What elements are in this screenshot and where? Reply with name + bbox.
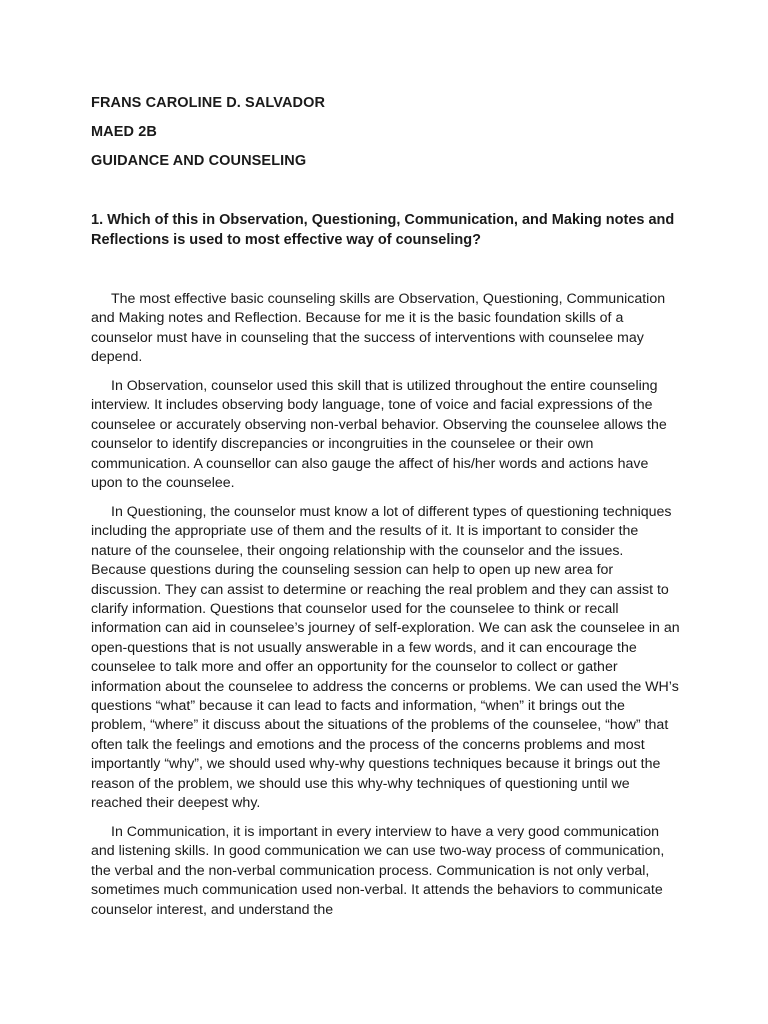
paragraph-intro bbox=[91, 290, 681, 368]
question-heading: 1. Which of this in Observation, Questioning, Communication, and Making notes and Reflections is used to most effective way of counseling? bbox=[91, 212, 675, 248]
paragraph-text: The most effective basic counseling skills are Observation, Questioning, Communication and Making notes and Reflection. Because for me it is the basic foundation skills of a counselor must have in counseling that the success of interventions with counselee may depend. bbox=[91, 291, 666, 366]
subject-title: GUIDANCE AND COUNSELING bbox=[91, 153, 307, 169]
author-name: FRANS CAROLINE D. SALVADOR bbox=[91, 95, 326, 111]
paragraph-questioning bbox=[91, 503, 681, 814]
paragraph-text: In Questioning, the counselor must know a lot of different types of questioning techniques including the appropriate use of them and the results of it. It is important to consider the nature of the counselee, their ongoing relationship with the counselor and the issues. Because questions during the counseling session can help to open up new area for discussion. They can assist to determine or reaching the real problem and they can assist to clarify information. Questions that counselor used for the counselee to think or recall information can aid in counselee’s journey of self-exploration. We can ask the counselee in an open-questions that is not usually answerable in a few words, and it can encourage the counselee to talk more and offer an opportunity for the counselor to collect or gather information about the counselee to address the concerns or problems. We can used the WH’s questions “what” because it can lead to facts and information, “when” it brings out the problem, “where” it discuss about the situations of the problems of the counselee, “how” that often talk the feelings and emotions and the process of the concerns problems and most importantly “why”, we should used why-why questions techniques because it brings out the reason of the problem, we should use this why-why techniques of questioning until we reached their deepest why. bbox=[91, 504, 680, 812]
course-label: MAED 2B bbox=[91, 124, 157, 140]
paragraph-text: In Communication, it is important in every interview to have a very good communication and listening skills. In good communication we can use two-way process of communication, the verbal and the non-verbal communication process. Communication is not only verbal, sometimes much communication used non-verbal. It attends the behaviors to communicate counselor interest, and understand the bbox=[91, 824, 665, 918]
paragraph-communication bbox=[91, 823, 681, 920]
paragraph-text: In Observation, counselor used this skill that is utilized throughout the entire counseling interview. It includes observing body language, tone of voice and facial expressions of the counselee or accurately observing non-verbal behavior. Observing the counselee allows the counselor to identify discrepancies or incongruities in the counselee or their own communication. A counsellor can also gauge the affect of his/her words and actions have upon to the counselee. bbox=[91, 378, 667, 492]
paragraph-observation bbox=[91, 377, 681, 493]
